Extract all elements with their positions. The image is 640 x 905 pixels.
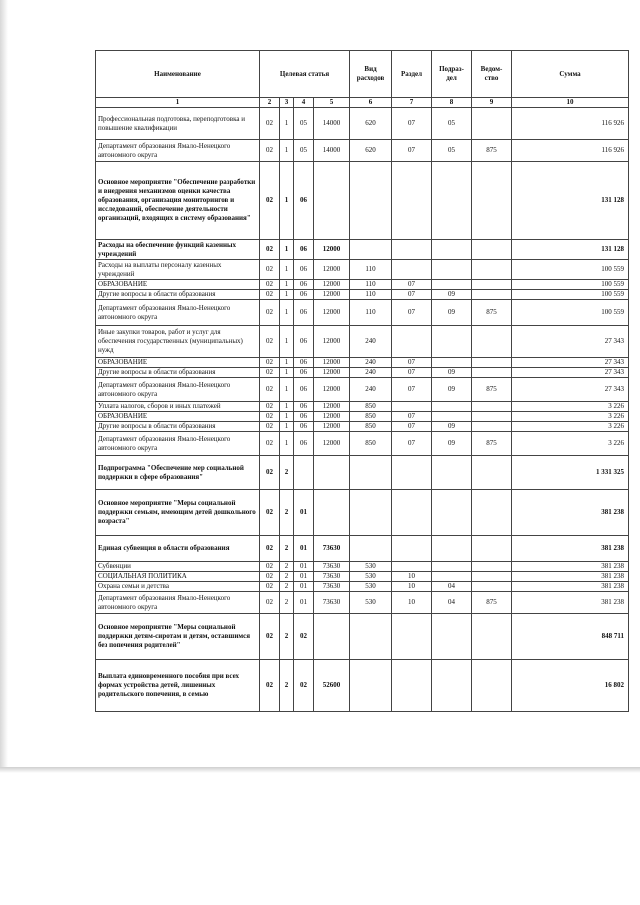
row-sum-cell: 100 559 xyxy=(512,290,629,300)
row-code-cell: 12000 xyxy=(314,432,350,456)
row-code-cell: 110 xyxy=(350,290,392,300)
row-code-cell: 02 xyxy=(260,260,280,280)
row-code-cell: 2 xyxy=(280,572,294,582)
row-code-cell xyxy=(472,108,512,140)
table-row xyxy=(96,140,629,162)
row-code-cell: 110 xyxy=(350,300,392,326)
row-code-cell: 07 xyxy=(392,368,432,378)
row-code-cell xyxy=(432,260,472,280)
row-code-cell xyxy=(392,536,432,562)
row-sum-cell: 27 343 xyxy=(512,326,629,358)
row-code-cell: 09 xyxy=(432,432,472,456)
row-code-cell xyxy=(314,614,350,660)
row-code-cell: 01 xyxy=(294,490,314,536)
row-code-cell: 850 xyxy=(350,412,392,422)
row-code-cell: 2 xyxy=(280,456,294,490)
row-code-cell: 620 xyxy=(350,108,392,140)
row-code-cell: 1 xyxy=(280,378,294,402)
row-code-cell: 07 xyxy=(392,300,432,326)
row-code-cell: 240 xyxy=(350,326,392,358)
row-code-cell: 02 xyxy=(260,162,280,240)
row-code-cell: 05 xyxy=(432,108,472,140)
row-code-cell: 06 xyxy=(294,162,314,240)
row-code-cell: 04 xyxy=(432,592,472,614)
row-name-cell: Другие вопросы в области образования xyxy=(96,290,260,300)
row-sum-cell: 131 128 xyxy=(512,240,629,260)
row-code-cell: 07 xyxy=(392,412,432,422)
column-number: 8 xyxy=(432,98,472,108)
row-code-cell xyxy=(350,162,392,240)
row-code-cell xyxy=(432,358,472,368)
row-code-cell xyxy=(472,582,512,592)
row-code-cell: 2 xyxy=(280,582,294,592)
row-code-cell: 02 xyxy=(260,140,280,162)
table-row xyxy=(96,290,629,300)
row-code-cell: 02 xyxy=(260,240,280,260)
row-code-cell: 875 xyxy=(472,300,512,326)
page-bottom-shadow xyxy=(0,767,640,773)
row-name-cell: Департамент образования Ямало-Ненецкого автономного округа xyxy=(96,300,260,326)
row-code-cell xyxy=(392,162,432,240)
row-code-cell xyxy=(432,572,472,582)
row-code-cell: 1 xyxy=(280,326,294,358)
row-code-cell: 06 xyxy=(294,412,314,422)
row-code-cell: 14000 xyxy=(314,108,350,140)
row-code-cell: 110 xyxy=(350,280,392,290)
row-code-cell: 73630 xyxy=(314,582,350,592)
row-code-cell: 1 xyxy=(280,162,294,240)
row-name-cell: Выплата единовременного пособия при всех формах устройства детей, лишенных родительского попечения, в семью xyxy=(96,660,260,712)
row-code-cell xyxy=(472,614,512,660)
row-code-cell xyxy=(314,162,350,240)
row-code-cell: 07 xyxy=(392,378,432,402)
row-sum-cell: 100 559 xyxy=(512,300,629,326)
row-sum-cell: 27 343 xyxy=(512,378,629,402)
row-code-cell: 1 xyxy=(280,108,294,140)
row-code-cell: 14000 xyxy=(314,140,350,162)
table-body xyxy=(96,108,629,712)
row-code-cell: 02 xyxy=(260,422,280,432)
row-code-cell: 02 xyxy=(260,368,280,378)
column-number: 6 xyxy=(350,98,392,108)
row-code-cell xyxy=(472,402,512,412)
row-code-cell: 2 xyxy=(280,490,294,536)
row-code-cell: 875 xyxy=(472,432,512,456)
table-row xyxy=(96,422,629,432)
row-code-cell xyxy=(432,562,472,572)
row-code-cell xyxy=(350,660,392,712)
column-number: 7 xyxy=(392,98,432,108)
table-row xyxy=(96,432,629,456)
row-code-cell xyxy=(432,490,472,536)
row-sum-cell: 16 802 xyxy=(512,660,629,712)
row-code-cell xyxy=(392,260,432,280)
row-name-cell: ОБРАЗОВАНИЕ xyxy=(96,358,260,368)
row-code-cell: 850 xyxy=(350,422,392,432)
row-code-cell: 02 xyxy=(260,402,280,412)
row-code-cell xyxy=(392,326,432,358)
row-code-cell: 01 xyxy=(294,536,314,562)
row-code-cell xyxy=(392,402,432,412)
table-row xyxy=(96,592,629,614)
column-number: 9 xyxy=(472,98,512,108)
row-name-cell: Субвенции xyxy=(96,562,260,572)
row-code-cell: 06 xyxy=(294,402,314,412)
row-code-cell xyxy=(432,412,472,422)
row-code-cell xyxy=(472,422,512,432)
row-code-cell xyxy=(472,412,512,422)
row-code-cell xyxy=(350,614,392,660)
row-code-cell: 02 xyxy=(260,660,280,712)
row-code-cell: 1 xyxy=(280,260,294,280)
row-code-cell: 240 xyxy=(350,358,392,368)
header-expense-type: Вид расходов xyxy=(350,51,392,98)
table-row xyxy=(96,456,629,490)
row-code-cell: 02 xyxy=(260,592,280,614)
table-row xyxy=(96,562,629,572)
row-code-cell xyxy=(432,614,472,660)
row-code-cell xyxy=(392,614,432,660)
row-code-cell: 12000 xyxy=(314,240,350,260)
row-code-cell: 02 xyxy=(260,562,280,572)
row-code-cell: 850 xyxy=(350,432,392,456)
row-code-cell: 240 xyxy=(350,368,392,378)
row-name-cell: ОБРАЗОВАНИЕ xyxy=(96,412,260,422)
row-code-cell: 06 xyxy=(294,300,314,326)
row-code-cell: 01 xyxy=(294,582,314,592)
row-code-cell: 2 xyxy=(280,536,294,562)
table-row xyxy=(96,614,629,660)
table-row xyxy=(96,368,629,378)
row-sum-cell: 3 226 xyxy=(512,432,629,456)
row-sum-cell: 116 926 xyxy=(512,108,629,140)
row-code-cell: 01 xyxy=(294,572,314,582)
row-code-cell xyxy=(472,368,512,378)
row-code-cell: 02 xyxy=(260,300,280,326)
row-code-cell xyxy=(472,490,512,536)
row-code-cell: 1 xyxy=(280,140,294,162)
row-sum-cell: 27 343 xyxy=(512,368,629,378)
row-code-cell: 73630 xyxy=(314,592,350,614)
row-code-cell: 850 xyxy=(350,402,392,412)
row-name-cell: Другие вопросы в области образования xyxy=(96,422,260,432)
row-code-cell: 05 xyxy=(294,108,314,140)
row-name-cell: Единая субвенция в области образования xyxy=(96,536,260,562)
table-row xyxy=(96,300,629,326)
column-number: 3 xyxy=(280,98,294,108)
scan-edge-shadow xyxy=(0,0,8,767)
row-code-cell xyxy=(350,240,392,260)
row-code-cell: 2 xyxy=(280,614,294,660)
table-row xyxy=(96,490,629,536)
row-code-cell: 2 xyxy=(280,562,294,572)
row-code-cell: 07 xyxy=(392,140,432,162)
row-code-cell: 12000 xyxy=(314,260,350,280)
row-code-cell xyxy=(432,536,472,562)
table-row xyxy=(96,412,629,422)
header-sum: Сумма xyxy=(512,51,629,98)
row-name-cell: Подпрограмма "Обеспечение мер социальной поддержки в сфере образования" xyxy=(96,456,260,490)
column-number: 2 xyxy=(260,98,280,108)
row-code-cell: 530 xyxy=(350,562,392,572)
row-name-cell: Департамент образования Ямало-Ненецкого автономного округа xyxy=(96,592,260,614)
row-sum-cell: 381 238 xyxy=(512,572,629,582)
row-code-cell: 875 xyxy=(472,378,512,402)
row-code-cell: 01 xyxy=(294,562,314,572)
row-code-cell: 07 xyxy=(392,290,432,300)
row-code-cell: 02 xyxy=(260,572,280,582)
row-code-cell: 620 xyxy=(350,140,392,162)
header-row xyxy=(96,51,629,98)
row-code-cell xyxy=(472,326,512,358)
row-code-cell: 02 xyxy=(260,490,280,536)
table-row xyxy=(96,260,629,280)
row-code-cell xyxy=(392,456,432,490)
row-code-cell: 06 xyxy=(294,326,314,358)
row-code-cell: 06 xyxy=(294,240,314,260)
row-code-cell: 09 xyxy=(432,290,472,300)
row-code-cell: 1 xyxy=(280,240,294,260)
row-code-cell xyxy=(432,456,472,490)
row-code-cell: 02 xyxy=(260,358,280,368)
row-code-cell: 05 xyxy=(294,140,314,162)
row-code-cell: 07 xyxy=(392,432,432,456)
row-name-cell: СОЦИАЛЬНАЯ ПОЛИТИКА xyxy=(96,572,260,582)
header-section: Раздел xyxy=(392,51,432,98)
column-number: 10 xyxy=(512,98,629,108)
table-row xyxy=(96,240,629,260)
row-code-cell: 06 xyxy=(294,422,314,432)
row-sum-cell: 27 343 xyxy=(512,358,629,368)
row-code-cell: 07 xyxy=(392,280,432,290)
row-code-cell xyxy=(392,490,432,536)
row-code-cell: 12000 xyxy=(314,290,350,300)
row-code-cell: 12000 xyxy=(314,358,350,368)
row-code-cell xyxy=(472,562,512,572)
column-number: 1 xyxy=(96,98,260,108)
row-code-cell: 875 xyxy=(472,592,512,614)
table-row xyxy=(96,660,629,712)
row-code-cell: 73630 xyxy=(314,562,350,572)
row-code-cell xyxy=(392,240,432,260)
row-code-cell xyxy=(472,280,512,290)
row-code-cell xyxy=(432,162,472,240)
table-row xyxy=(96,108,629,140)
row-code-cell xyxy=(472,660,512,712)
row-code-cell xyxy=(472,240,512,260)
table-row xyxy=(96,582,629,592)
row-sum-cell: 1 331 325 xyxy=(512,456,629,490)
row-code-cell: 12000 xyxy=(314,326,350,358)
row-name-cell: Уплата налогов, сборов и иных платежей xyxy=(96,402,260,412)
row-code-cell: 06 xyxy=(294,358,314,368)
row-sum-cell: 381 238 xyxy=(512,536,629,562)
row-code-cell: 06 xyxy=(294,432,314,456)
row-name-cell: Департамент образования Ямало-Ненецкого автономного округа xyxy=(96,432,260,456)
row-sum-cell: 381 238 xyxy=(512,562,629,572)
row-sum-cell: 131 128 xyxy=(512,162,629,240)
row-code-cell: 110 xyxy=(350,260,392,280)
row-code-cell: 02 xyxy=(260,582,280,592)
row-code-cell: 1 xyxy=(280,432,294,456)
row-sum-cell: 100 559 xyxy=(512,260,629,280)
row-name-cell: Другие вопросы в области образования xyxy=(96,368,260,378)
column-number: 4 xyxy=(294,98,314,108)
row-code-cell: 2 xyxy=(280,592,294,614)
row-code-cell: 12000 xyxy=(314,402,350,412)
table-row xyxy=(96,358,629,368)
row-code-cell: 06 xyxy=(294,368,314,378)
row-code-cell: 09 xyxy=(432,300,472,326)
row-name-cell: Основное мероприятие "Обеспечение разработки и внедрения механизмов оценки качества образования, организация мониторингов и исследований, обеспечение деятельности организаций, входящих в систему образования" xyxy=(96,162,260,240)
row-code-cell: 02 xyxy=(260,280,280,290)
row-code-cell: 06 xyxy=(294,280,314,290)
row-code-cell: 530 xyxy=(350,572,392,582)
row-code-cell xyxy=(392,562,432,572)
header-department: Ведом-ство xyxy=(472,51,512,98)
row-code-cell: 02 xyxy=(294,614,314,660)
row-code-cell: 10 xyxy=(392,592,432,614)
row-code-cell: 02 xyxy=(260,412,280,422)
row-code-cell xyxy=(472,572,512,582)
row-code-cell: 12000 xyxy=(314,378,350,402)
row-code-cell: 02 xyxy=(294,660,314,712)
row-name-cell: Основное мероприятие "Меры социальной поддержки семьям, имеющим детей дошкольного возраста" xyxy=(96,490,260,536)
row-code-cell: 01 xyxy=(294,592,314,614)
row-code-cell: 10 xyxy=(392,572,432,582)
row-sum-cell: 3 226 xyxy=(512,402,629,412)
row-code-cell xyxy=(472,260,512,280)
row-sum-cell: 100 559 xyxy=(512,280,629,290)
table-row xyxy=(96,162,629,240)
row-code-cell: 02 xyxy=(260,108,280,140)
budget-table xyxy=(95,50,629,712)
row-sum-cell: 381 238 xyxy=(512,582,629,592)
column-number: 5 xyxy=(314,98,350,108)
row-name-cell: ОБРАЗОВАНИЕ xyxy=(96,280,260,290)
row-code-cell xyxy=(432,660,472,712)
row-code-cell: 73630 xyxy=(314,536,350,562)
row-code-cell: 05 xyxy=(432,140,472,162)
row-code-cell: 1 xyxy=(280,422,294,432)
row-code-cell xyxy=(472,290,512,300)
row-code-cell: 09 xyxy=(432,378,472,402)
row-sum-cell: 381 238 xyxy=(512,592,629,614)
table-row xyxy=(96,536,629,562)
header-target-article: Целевая статья xyxy=(260,51,350,98)
row-sum-cell: 3 226 xyxy=(512,422,629,432)
row-name-cell: Охрана семьи и детства xyxy=(96,582,260,592)
row-code-cell: 1 xyxy=(280,290,294,300)
row-code-cell: 07 xyxy=(392,358,432,368)
row-code-cell xyxy=(472,358,512,368)
row-code-cell: 73630 xyxy=(314,572,350,582)
header-subsection: Подраз-дел xyxy=(432,51,472,98)
row-code-cell: 1 xyxy=(280,368,294,378)
row-name-cell: Основное мероприятие "Меры социальной поддержки детям-сиротам и детям, оставшимся без попечения родителей" xyxy=(96,614,260,660)
row-code-cell: 1 xyxy=(280,402,294,412)
row-code-cell: 02 xyxy=(260,290,280,300)
row-code-cell xyxy=(432,280,472,290)
row-code-cell: 12000 xyxy=(314,412,350,422)
row-code-cell xyxy=(350,536,392,562)
row-code-cell: 06 xyxy=(294,260,314,280)
row-code-cell: 12000 xyxy=(314,368,350,378)
row-code-cell: 07 xyxy=(392,422,432,432)
row-code-cell: 02 xyxy=(260,614,280,660)
row-code-cell: 09 xyxy=(432,368,472,378)
table-row xyxy=(96,326,629,358)
row-code-cell: 02 xyxy=(260,326,280,358)
row-code-cell xyxy=(314,490,350,536)
row-code-cell: 875 xyxy=(472,140,512,162)
row-code-cell xyxy=(472,536,512,562)
row-code-cell xyxy=(472,456,512,490)
row-code-cell xyxy=(432,402,472,412)
row-code-cell: 04 xyxy=(432,582,472,592)
row-code-cell: 52600 xyxy=(314,660,350,712)
row-code-cell: 1 xyxy=(280,280,294,290)
row-code-cell xyxy=(432,326,472,358)
row-sum-cell: 848 711 xyxy=(512,614,629,660)
row-code-cell: 12000 xyxy=(314,300,350,326)
row-code-cell: 530 xyxy=(350,592,392,614)
row-code-cell xyxy=(314,456,350,490)
row-name-cell: Профессиональная подготовка, переподготовка и повышение квалификации xyxy=(96,108,260,140)
row-code-cell xyxy=(350,456,392,490)
header-name: Наименование xyxy=(96,51,260,98)
row-code-cell: 1 xyxy=(280,358,294,368)
column-number-row xyxy=(96,98,629,108)
row-sum-cell: 3 226 xyxy=(512,412,629,422)
table-row xyxy=(96,572,629,582)
row-code-cell: 02 xyxy=(260,456,280,490)
row-sum-cell: 381 238 xyxy=(512,490,629,536)
row-code-cell: 240 xyxy=(350,378,392,402)
row-name-cell: Департамент образования Ямало-Ненецкого автономного округа xyxy=(96,378,260,402)
row-sum-cell: 116 926 xyxy=(512,140,629,162)
row-code-cell: 530 xyxy=(350,582,392,592)
row-code-cell: 06 xyxy=(294,290,314,300)
row-code-cell xyxy=(350,490,392,536)
row-code-cell: 10 xyxy=(392,582,432,592)
row-code-cell: 12000 xyxy=(314,422,350,432)
row-code-cell xyxy=(392,660,432,712)
row-code-cell: 02 xyxy=(260,536,280,562)
row-code-cell: 09 xyxy=(432,422,472,432)
row-code-cell: 1 xyxy=(280,412,294,422)
row-name-cell: Расходы на выплаты персоналу казенных учреждений xyxy=(96,260,260,280)
row-code-cell: 06 xyxy=(294,378,314,402)
table-row xyxy=(96,402,629,412)
row-code-cell xyxy=(472,162,512,240)
row-code-cell: 2 xyxy=(280,660,294,712)
row-code-cell: 02 xyxy=(260,378,280,402)
row-code-cell: 12000 xyxy=(314,280,350,290)
row-code-cell xyxy=(294,456,314,490)
row-code-cell xyxy=(432,240,472,260)
row-name-cell: Расходы на обеспечение функций казенных учреждений xyxy=(96,240,260,260)
row-code-cell: 1 xyxy=(280,300,294,326)
row-name-cell: Департамент образования Ямало-Ненецкого автономного округа xyxy=(96,140,260,162)
table-row xyxy=(96,280,629,290)
row-name-cell: Иные закупки товаров, работ и услуг для обеспечения государственных (муниципальных) нужд xyxy=(96,326,260,358)
table-row xyxy=(96,378,629,402)
row-code-cell: 02 xyxy=(260,432,280,456)
row-code-cell: 07 xyxy=(392,108,432,140)
